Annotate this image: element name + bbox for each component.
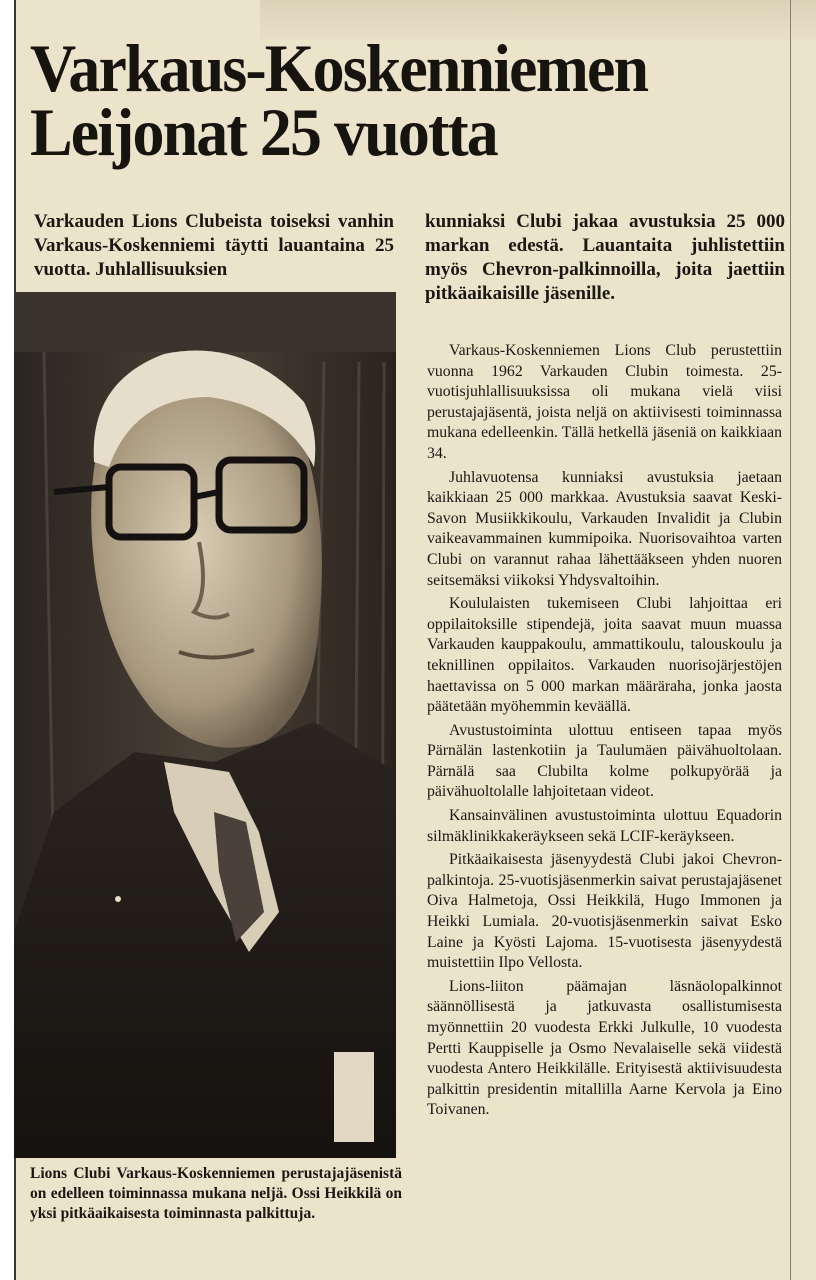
headline-line-2: Leijonat 25 vuotta xyxy=(30,94,497,170)
lead-paragraph-left: Varkauden Lions Clubeista toiseksi vanhin Varkaus-Koskenniemi täytti lauantaina 25 vuotta. Juhlallisuuksien xyxy=(34,211,394,280)
paragraph-2: Juhlavuotensa kunniaksi avustuksia jaetaan kaikkiaan 25 000 markkaa. Avustuksia saavat Keski-Savon Musiikkikoulu, Varkauden Invalidit ja Clubin vaikeavammainen kummipoika. Nuorisovaihtoa varten Clubi on varannut rahaa lähettääkseen yhden nuoren seitsemäksi viikoksi Yhdysvaltoihin. xyxy=(427,468,782,589)
paragraph-6: Pitkäaikaisesta jäsenyydestä Clubi jakoi Chevron-palkintoja. 25-vuotisjäsenmerkin saivat perustajajäsenet Oiva Halmetoja, Ossi Heikkilä, Hugo Immonen ja Heikki Lumiala. 20-vuotisjäsenmerkin saivat Esko Laine ja Kyösti Lajoma. 15-vuotisesta jäsenyydestä muistettiin Ilpo Vellosta. xyxy=(427,851,782,972)
paragraph-7: Lions-liiton päämajan läsnäolopalkinnot säännöllisestä ja jatkuvasta osallistumisesta myönnettiin 20 vuodesta Erkki Julkulle, 10 vuodesta Pertti Kauppiselle ja Osmo Nevalaiselle sekä viidestä vuodesta Antero Heikkilälle. Erityisestä aktiivisuudesta palkittin presidentin mitallilla Aarne Kervola ja Eino Toivanen. xyxy=(427,977,782,1119)
paragraph-1: Varkaus-Koskenniemen Lions Club perustettiin vuonna 1962 Varkauden Clubin toimesta. 25-vuotisjuhlallisuuksissa oli mukana vielä viisi perustajajäsentä, joista neljä on aktiivisesti toiminnassa mukana edelleenkin. Tällä hetkellä jäseniä on kaikkiaan 34. xyxy=(427,342,782,462)
portrait-photo xyxy=(14,292,396,1158)
portrait-illustration xyxy=(14,292,396,1158)
lead-paragraph-right: kunniaksi Clubi jakaa avustuksia 25 000 markan edestä. Lauantaita juhlistettiin myös Chevron-palkinnoilla, joita jaettiin pitkäaikaisille jäsenille. xyxy=(425,211,785,304)
paragraph-5: Kansainvälinen avustustoiminta ulottuu Equadorin silmäklinikkakeräykseen sekä LCIF-keräykseen. xyxy=(427,807,782,845)
paragraph-4: Avustustoiminta ulottuu entiseen tapaa myös Pärnälän lastenkotiin ja Taulumäen päivähuoltolaan. Pärnälä saa Clubilta kolme polkupyörää ja päivähuoltolalle lahjoitetaan videot. xyxy=(427,721,782,801)
headline xyxy=(30,30,744,170)
paragraph-3: Koululaisten tukemiseen Clubi lahjoittaa eri oppilaitoksille stipendejä, joita saavat muun muassa Varkauden kauppakoulu, ammattikoulu, talouskoulu ja teknillinen oppilaitos. Varkauden nuorisojärjestöjen haettavissa on 5 000 markan määräraha, jonka jaosta päätetään myöhemmin keväällä. xyxy=(427,595,782,716)
photo-caption: Lions Clubi Varkaus-Koskenniemen perustajajäsenistä on edelleen toiminnassa mukana neljä. Ossi Heikkilä on yksi pitkäaikaisesta toiminnasta palkittuja. xyxy=(30,1165,402,1222)
article-body xyxy=(427,341,782,1124)
headline-line-1: Varkaus-Koskenniemen xyxy=(30,30,648,106)
column-rule xyxy=(790,0,791,1280)
